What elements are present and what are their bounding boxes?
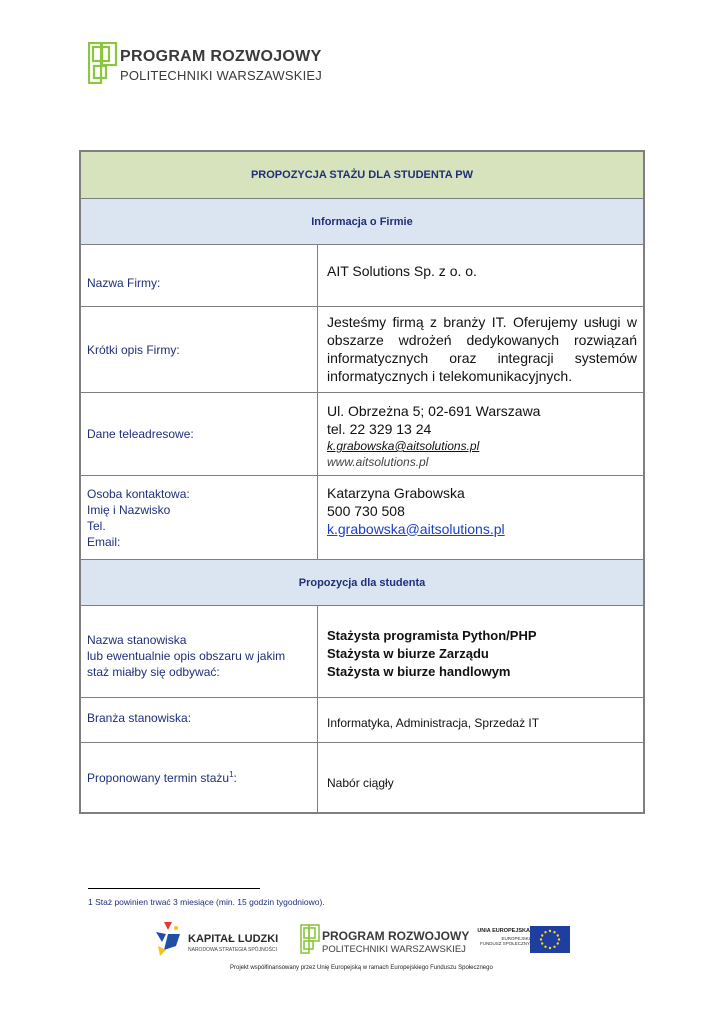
- contact-label-4: Email:: [87, 534, 121, 549]
- contact-label: [81, 476, 318, 559]
- header-logo: [88, 42, 322, 86]
- program-logo-small-icon: [300, 924, 320, 954]
- footer-program-line1: PROGRAM ROZWOJOWY: [322, 929, 470, 943]
- eu-line3: FUNDUSZ SPOŁECZNY: [479, 941, 530, 946]
- row-contact: [81, 476, 643, 560]
- industry-label: Branża stanowiska:: [81, 698, 318, 742]
- row-industry: [81, 698, 643, 743]
- eu-flag-icon: [530, 926, 570, 953]
- term-label: [81, 743, 318, 812]
- footnote: 1 Staż powinien trwać 3 miesiące (min. 15 godzin tygodniowo).: [88, 897, 325, 907]
- positions-list: [318, 606, 643, 697]
- website-link[interactable]: www.aitsolutions.pl: [327, 455, 429, 469]
- position-label: [81, 606, 318, 697]
- company-desc-value: Jesteśmy firmą z branży IT. Oferujemy usługi w obszarze wdrożeń dedykowanych rozwiązań informatycznych oraz integracji systemów informatycznych i telekomunikacyjnych.: [327, 314, 637, 384]
- row-company-desc: [81, 307, 643, 393]
- section-company-header: Informacja o Firmie: [81, 199, 643, 245]
- industry-value: Informatyka, Administracja, Sprzedaż IT: [327, 716, 540, 730]
- kl-title: KAPITAŁ LUDZKI: [188, 933, 279, 945]
- footer-program-line2: POLITECHNIKI WARSZAWSKIEJ: [322, 944, 466, 955]
- position-item: Stażysta programista Python/PHP: [327, 627, 537, 643]
- kapital-ludzki-icon: [152, 920, 184, 958]
- position-label-1: Nazwa stanowiska: [87, 632, 187, 647]
- footer-program-logo: [300, 924, 470, 958]
- contact-phone: 500 730 508: [327, 502, 405, 519]
- contact-block: [318, 476, 643, 559]
- address-block: [318, 393, 643, 475]
- section-offer-header: Propozycja dla studenta: [81, 560, 643, 606]
- contact-name: Katarzyna Grabowska: [327, 484, 465, 501]
- header-logo-line1: PROGRAM ROZWOJOWY: [120, 48, 322, 65]
- cofinancing-note: Projekt współfinansowany przez Unię Europejską w ramach Europejskiego Funduszu Społecznego: [230, 965, 493, 971]
- term-label-colon: :: [233, 770, 237, 785]
- row-term: [81, 743, 643, 812]
- contact-label-2: Imię i Nazwisko: [87, 502, 171, 517]
- contact-label-3: Tel.: [87, 518, 106, 533]
- eu-line1: UNIA EUROPEJSKA: [477, 928, 530, 934]
- program-logo-icon: [88, 42, 118, 84]
- company-name-label: Nazwa Firmy:: [81, 245, 318, 306]
- term-label-text: Proponowany termin stażu: [87, 770, 230, 785]
- address-value: Ul. Obrzeżna 5; 02-691 Warszawa: [327, 403, 541, 419]
- contact-label-1: Osoba kontaktowa:: [87, 486, 190, 501]
- form-title: PROPOZYCJA STAŻU DLA STUDENTA PW: [81, 152, 643, 199]
- footnote-ref: 1: [229, 769, 234, 779]
- eu-line2: EUROPEJSKI: [501, 936, 530, 941]
- term-value: Nabór ciągły: [327, 775, 394, 790]
- footnote-rule: [88, 888, 260, 889]
- row-company-name: [81, 245, 643, 307]
- eu-label: [468, 928, 530, 946]
- address-label: Dane teleadresowe:: [81, 393, 318, 475]
- position-item: Stażysta w biurze handlowym: [327, 663, 511, 679]
- position-label-2: lub ewentualnie opis obszaru w jakim: [87, 648, 286, 663]
- position-label-3: staż miałby się odbywać:: [87, 664, 220, 679]
- phone-value: tel. 22 329 13 24: [327, 421, 432, 437]
- email-link[interactable]: k.grabowska@aitsolutions.pl: [327, 439, 480, 453]
- kl-subtitle: NARODOWA STRATEGIA SPÓJNOŚCI: [188, 947, 277, 953]
- header-logo-line2: POLITECHNIKI WARSZAWSKIEJ: [120, 68, 322, 83]
- kapital-ludzki-logo: [152, 920, 284, 960]
- row-position: [81, 606, 643, 698]
- contact-email-link[interactable]: k.grabowska@aitsolutions.pl: [327, 520, 505, 537]
- company-name-value: AIT Solutions Sp. z o. o.: [327, 262, 477, 279]
- company-desc-label: Krótki opis Firmy:: [81, 307, 318, 392]
- internship-form: [79, 150, 645, 814]
- row-address: [81, 393, 643, 476]
- position-item: Stażysta w biurze Zarządu: [327, 645, 489, 661]
